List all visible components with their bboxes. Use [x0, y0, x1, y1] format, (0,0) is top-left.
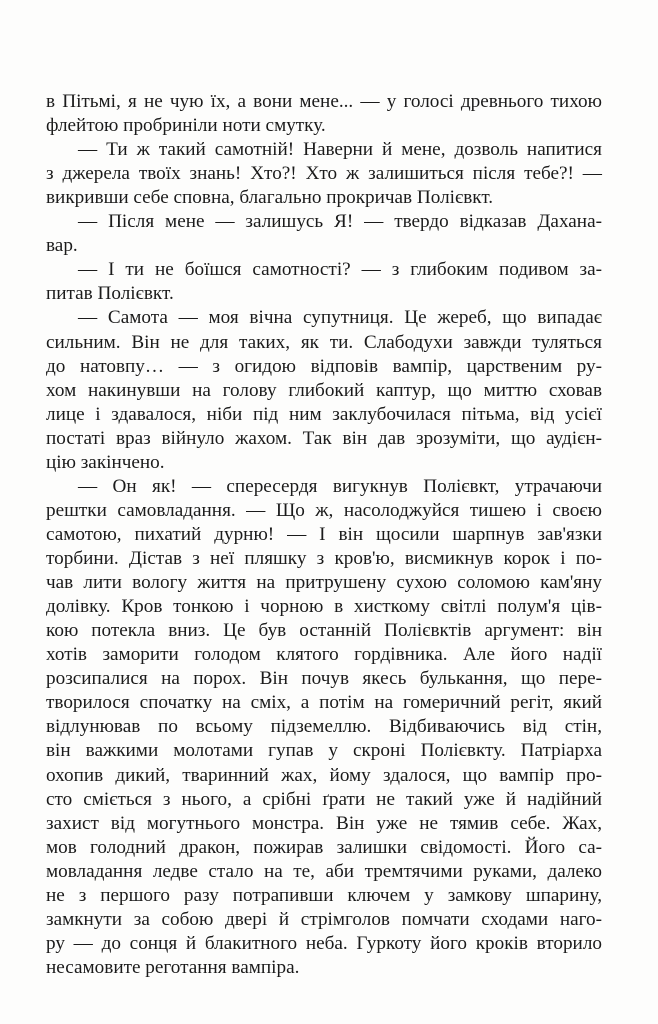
text-line: він важкими молотами гупав у скроні Полієвкту. Патріарха [46, 740, 602, 762]
text-line: — Ти ж такий самотній! Наверни й мене, дозволь напитися [78, 139, 602, 161]
text-line: питав Полієвкт. [46, 283, 174, 305]
text-line: несамовите реготання вампіра. [46, 956, 300, 978]
text-line: кою потекла вниз. Це був останній Полієвктів аргумент: він [46, 620, 602, 642]
text-line: не з першого разу потрапивши ключем у замкову шпарину, [46, 884, 602, 906]
text-line: хом накинувши на голову глибокий каптур, що миттю сховав [46, 379, 602, 401]
text-line: відлунював по всьому підземеллю. Відбиваючись від стін, [46, 716, 602, 738]
text-line: замкнути за собою двері й стрімголов помчати сходами наго- [46, 908, 602, 930]
text-line: цію закінчено. [46, 451, 165, 473]
text-line: сильним. Він не для таких, як ти. Слабодухи завжди туляться [46, 331, 602, 353]
text-line: сто сміється з нього, а срібні ґрати не такий уже й надійний [46, 788, 602, 810]
text-line: з джерела твоїх знань! Хто?! Хто ж залишиться після тебе?! — [46, 163, 602, 185]
text-line: вар. [46, 235, 78, 257]
text-line: флейтою пробриніли ноти смутку. [46, 115, 326, 137]
text-line: — Самота — моя вічна супутниця. Це жереб, що випадає [78, 307, 602, 329]
text-line: рештки самовладання. — Що ж, насолоджуйся тишею і своєю [46, 499, 602, 521]
text-line: — Після мене — залишусь Я! — твердо відказав Дахана- [78, 211, 602, 233]
text-line: хотів заморити голодом клятого гордівника. Але його надії [46, 644, 602, 666]
text-line: лице і здавалося, ніби під ним заклубочилася пітьма, від усієї [46, 403, 602, 425]
text-line: самотою, пихатий дурню! — І він щосили шарпнув зав'язки [46, 523, 602, 545]
text-line: постаті враз війнуло жахом. Так він дав зрозуміти, що аудієн- [46, 427, 602, 449]
text-line: до натовпу… — з огидою відповів вампір, царственим ру- [46, 355, 602, 377]
text-line: — Он як! — спересердя вигукнув Полієвкт, утрачаючи [78, 475, 602, 497]
text-line: чав лити вологу життя на притрушену сухою соломою кам'яну [46, 572, 602, 594]
text-line: долівку. Кров тонкою і чорною в хисткому світлі полум'я ців- [46, 596, 602, 618]
text-line: захист від могутнього монстра. Він уже не тямив себе. Жах, [46, 812, 602, 834]
text-line: мов голодний дракон, пожирав залишки свідомості. Його са- [46, 836, 602, 858]
text-line: охопив дикий, тваринний жах, йому здалося, що вампір про- [46, 764, 602, 786]
text-line: мовладання ледве стало на те, аби тремтячими руками, далеко [46, 860, 602, 882]
text-line: викривши себе сповна, благально прокричав Полієвкт. [46, 187, 494, 209]
text-line: творилося спочатку на сміх, а потім на гомеричний регіт, який [46, 692, 602, 714]
text-line: ру — до сонця й блакитного неба. Гуркоту його кроків вторило [46, 932, 602, 954]
text-line: розсипалися на порох. Він почув якесь булькання, що пере- [46, 668, 602, 690]
text-line: в Пітьмі, я не чую їх, а вони мене... — у голосі древнього тихою [46, 91, 602, 112]
text-line: — І ти не боїшся самотності? — з глибоким подивом за- [78, 259, 602, 281]
text-line: торбини. Дістав з неї пляшку з кров'ю, висмикнув корок і по- [46, 548, 602, 570]
